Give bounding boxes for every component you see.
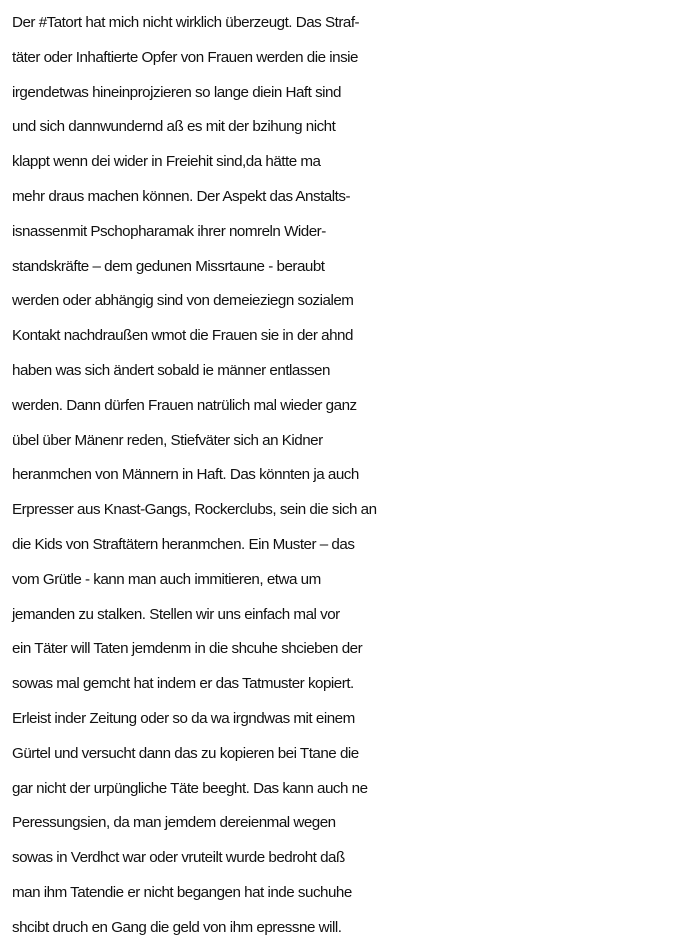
text-line: gar nicht der urpüngliche Täte beeght. Das kann auch ne (12, 779, 368, 797)
text-line: mehr draus machen können. Der Aspekt das Anstalts- (12, 187, 351, 205)
text-line: standskräfte – dem gedunen Missrtaune - beraubt (12, 257, 325, 275)
text-line: ein Täter will Taten jemdenm in die shcuhe shcieben der (12, 640, 363, 658)
text-line: haben was sich ändert sobald ie männer entlassen (12, 361, 330, 379)
text-line: übel über Mänenr reden, Stiefväter sich an Kidner (12, 431, 323, 449)
text-line: jemanden zu stalken. Stellen wir uns einfach mal vor (12, 605, 340, 623)
text-line: Peressungsien, da man jemdem dereienmal wegen (12, 814, 336, 832)
text-line: isnassenmit Pschopharamak ihrer nomreln Wider- (12, 222, 326, 240)
text-line: werden. Dann dürfen Frauen natrülich mal wieder ganz (12, 396, 357, 414)
text-line: und sich dannwundernd aß es mit der bzihung nicht (12, 118, 336, 136)
text-line: Erleist inder Zeitung oder so da wa irgndwas mit einem (12, 709, 355, 727)
text-line: werden oder abhängig sind von demeieziegn sozialem (12, 292, 354, 310)
text-line: Gürtel und versucht dann das zu kopieren bei Ttane die (12, 744, 359, 762)
text-line: Erpresser aus Knast-Gangs, Rockerclubs, sein die sich an (12, 501, 377, 519)
text-line: heranmchen von Männern in Haft. Das könnten ja auch (12, 466, 359, 484)
text-line: vom Grütle - kann man auch immitieren, etwa um (12, 570, 321, 588)
text-line: sowas in Verdhct war oder vruteilt wurde bedroht daß (12, 849, 345, 867)
text-line: täter oder Inhaftierte Opfer von Frauen werden die insie (12, 48, 358, 66)
text-line: Der #Tatort hat mich nicht wirklich überzeugt. Das Straf- (12, 14, 360, 31)
text-line: shcibt druch en Gang die geld von ihm epressne will. (12, 918, 342, 936)
text-line: sowas mal gemcht hat indem er das Tatmuster kopiert. (12, 675, 354, 693)
text-line: Kontakt nachdraußen wmot die Frauen sie in der ahnd (12, 327, 353, 345)
text-line: man ihm Tatendie er nicht begangen hat inde suchuhe (12, 883, 352, 901)
text-line: klappt wenn dei wider in Freiehit sind,da hätte ma (12, 153, 321, 171)
document-body (12, 6, 680, 946)
text-line: die Kids von Straftätern heranmchen. Ein Muster – das (12, 535, 355, 553)
text-line: irgendetwas hineinprojzieren so lange diein Haft sind (12, 83, 341, 101)
